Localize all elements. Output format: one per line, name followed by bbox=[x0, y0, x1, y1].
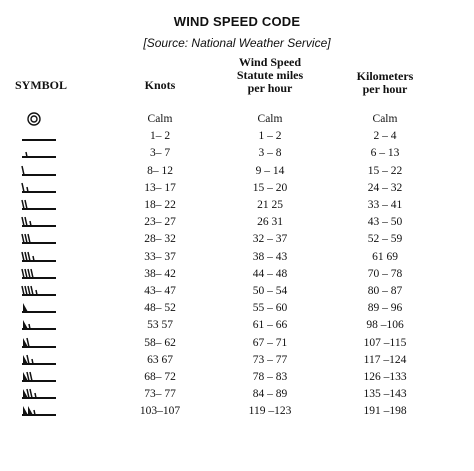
cell-knots: 38– 42 bbox=[144, 267, 176, 280]
cell-mph: 67 – 71 bbox=[252, 336, 288, 349]
cell-mph: 15 – 20 bbox=[252, 181, 288, 194]
cell-mph: 38 – 43 bbox=[252, 250, 288, 263]
wind-barb-70kt-icon bbox=[18, 368, 60, 384]
cell-kmh: Calm bbox=[372, 113, 398, 125]
wind-barb-105kt-icon bbox=[18, 402, 60, 418]
cell-kmh: 43 – 50 bbox=[367, 216, 403, 229]
cell-kmh: 61 69 bbox=[372, 250, 398, 263]
cell-kmh: 107 –115 bbox=[363, 336, 407, 349]
wind-barb-25kt-icon bbox=[18, 213, 60, 229]
cell-knots: 48– 52 bbox=[144, 302, 176, 315]
cell-mph: 3 – 8 bbox=[258, 147, 282, 160]
cell-knots: 63 67 bbox=[147, 353, 173, 366]
cell-knots: 13– 17 bbox=[144, 181, 176, 194]
cell-knots: 43– 47 bbox=[144, 285, 176, 297]
wind-barb-60kt-icon bbox=[18, 334, 60, 350]
cell-mph: 50 – 54 bbox=[252, 285, 288, 297]
cell-mph: 73 – 77 bbox=[252, 353, 288, 366]
cell-kmh: 191 –198 bbox=[363, 405, 407, 418]
wind-barb-30kt-icon bbox=[18, 230, 60, 246]
cell-mph: 44 – 48 bbox=[252, 267, 288, 280]
cell-mph: 9 – 14 bbox=[255, 164, 285, 177]
wind-barb-45kt-icon bbox=[18, 282, 60, 298]
cell-knots: 68– 72 bbox=[144, 371, 176, 383]
cell-kmh: 89 – 96 bbox=[367, 302, 403, 315]
document-source: [Source: National Weather Service] bbox=[143, 36, 331, 50]
cell-mph: 55 – 60 bbox=[252, 302, 288, 315]
header-kmh-line2: per hour bbox=[362, 82, 408, 96]
wind-barb-50kt-icon bbox=[18, 299, 60, 315]
cell-kmh: 80 – 87 bbox=[367, 285, 403, 297]
cell-knots: 28– 32 bbox=[144, 233, 176, 246]
cell-mph: 61 – 66 bbox=[252, 319, 288, 332]
cell-mph: 84 – 89 bbox=[252, 388, 288, 401]
cell-mph: 32 – 37 bbox=[252, 233, 288, 246]
cell-kmh: 15 – 22 bbox=[367, 164, 403, 177]
cell-kmh: 126 –133 bbox=[363, 371, 407, 383]
cell-mph: Calm bbox=[257, 113, 283, 125]
cell-knots: 3– 7 bbox=[149, 147, 171, 160]
wind-barb-5kt-icon bbox=[18, 144, 60, 160]
cell-kmh: 117 –124 bbox=[363, 353, 407, 366]
header-knots: Knots bbox=[144, 78, 176, 92]
document-title: WIND SPEED CODE bbox=[173, 14, 301, 29]
wind-barb-10kt-icon bbox=[18, 162, 60, 178]
cell-kmh: 6 – 13 bbox=[370, 147, 400, 160]
header-symbol: SYMBOL bbox=[14, 78, 67, 92]
cell-knots: 8– 12 bbox=[147, 164, 173, 177]
cell-knots: Calm bbox=[147, 113, 173, 125]
cell-kmh: 2 – 4 bbox=[373, 130, 397, 143]
cell-knots: 1– 2 bbox=[149, 130, 171, 143]
cell-mph: 21 25 bbox=[257, 199, 283, 211]
header-mph-line1: Wind Speed bbox=[238, 55, 302, 69]
cell-knots: 53 57 bbox=[147, 319, 173, 332]
wind-barb-35kt-icon bbox=[18, 248, 60, 264]
cell-kmh: 33 – 41 bbox=[367, 199, 403, 211]
cell-mph: 78 – 83 bbox=[252, 371, 288, 383]
cell-mph: 1 – 2 bbox=[258, 130, 282, 143]
wind-barb-staff-icon bbox=[18, 127, 60, 143]
cell-kmh: 70 – 78 bbox=[367, 267, 403, 280]
cell-knots: 73– 77 bbox=[144, 388, 176, 401]
cell-knots: 58– 62 bbox=[144, 336, 176, 349]
cell-knots: 23– 27 bbox=[144, 216, 176, 229]
cell-mph: 26 31 bbox=[257, 216, 283, 229]
cell-knots: 33– 37 bbox=[144, 250, 176, 263]
wind-barb-20kt-icon bbox=[18, 196, 60, 212]
calm-circle-icon bbox=[18, 110, 60, 126]
cell-kmh: 24 – 32 bbox=[367, 181, 403, 194]
wind-barb-75kt-icon bbox=[18, 385, 60, 401]
cell-kmh: 52 – 59 bbox=[367, 233, 403, 246]
cell-knots: 18– 22 bbox=[144, 199, 176, 211]
cell-mph: 119 –123 bbox=[248, 405, 292, 418]
wind-barb-15kt-icon bbox=[18, 179, 60, 195]
wind-barb-65kt-icon bbox=[18, 351, 60, 367]
cell-knots: 103–107 bbox=[139, 405, 181, 418]
header-mph-line2: Statute miles bbox=[236, 68, 304, 82]
header-mph-line3: per hour bbox=[247, 81, 293, 95]
header-kmh-line1: Kilometers bbox=[356, 69, 414, 83]
wind-barb-55kt-icon bbox=[18, 316, 60, 332]
cell-kmh: 135 –143 bbox=[363, 388, 407, 401]
cell-kmh: 98 –106 bbox=[366, 319, 404, 332]
wind-barb-40kt-icon bbox=[18, 265, 60, 281]
